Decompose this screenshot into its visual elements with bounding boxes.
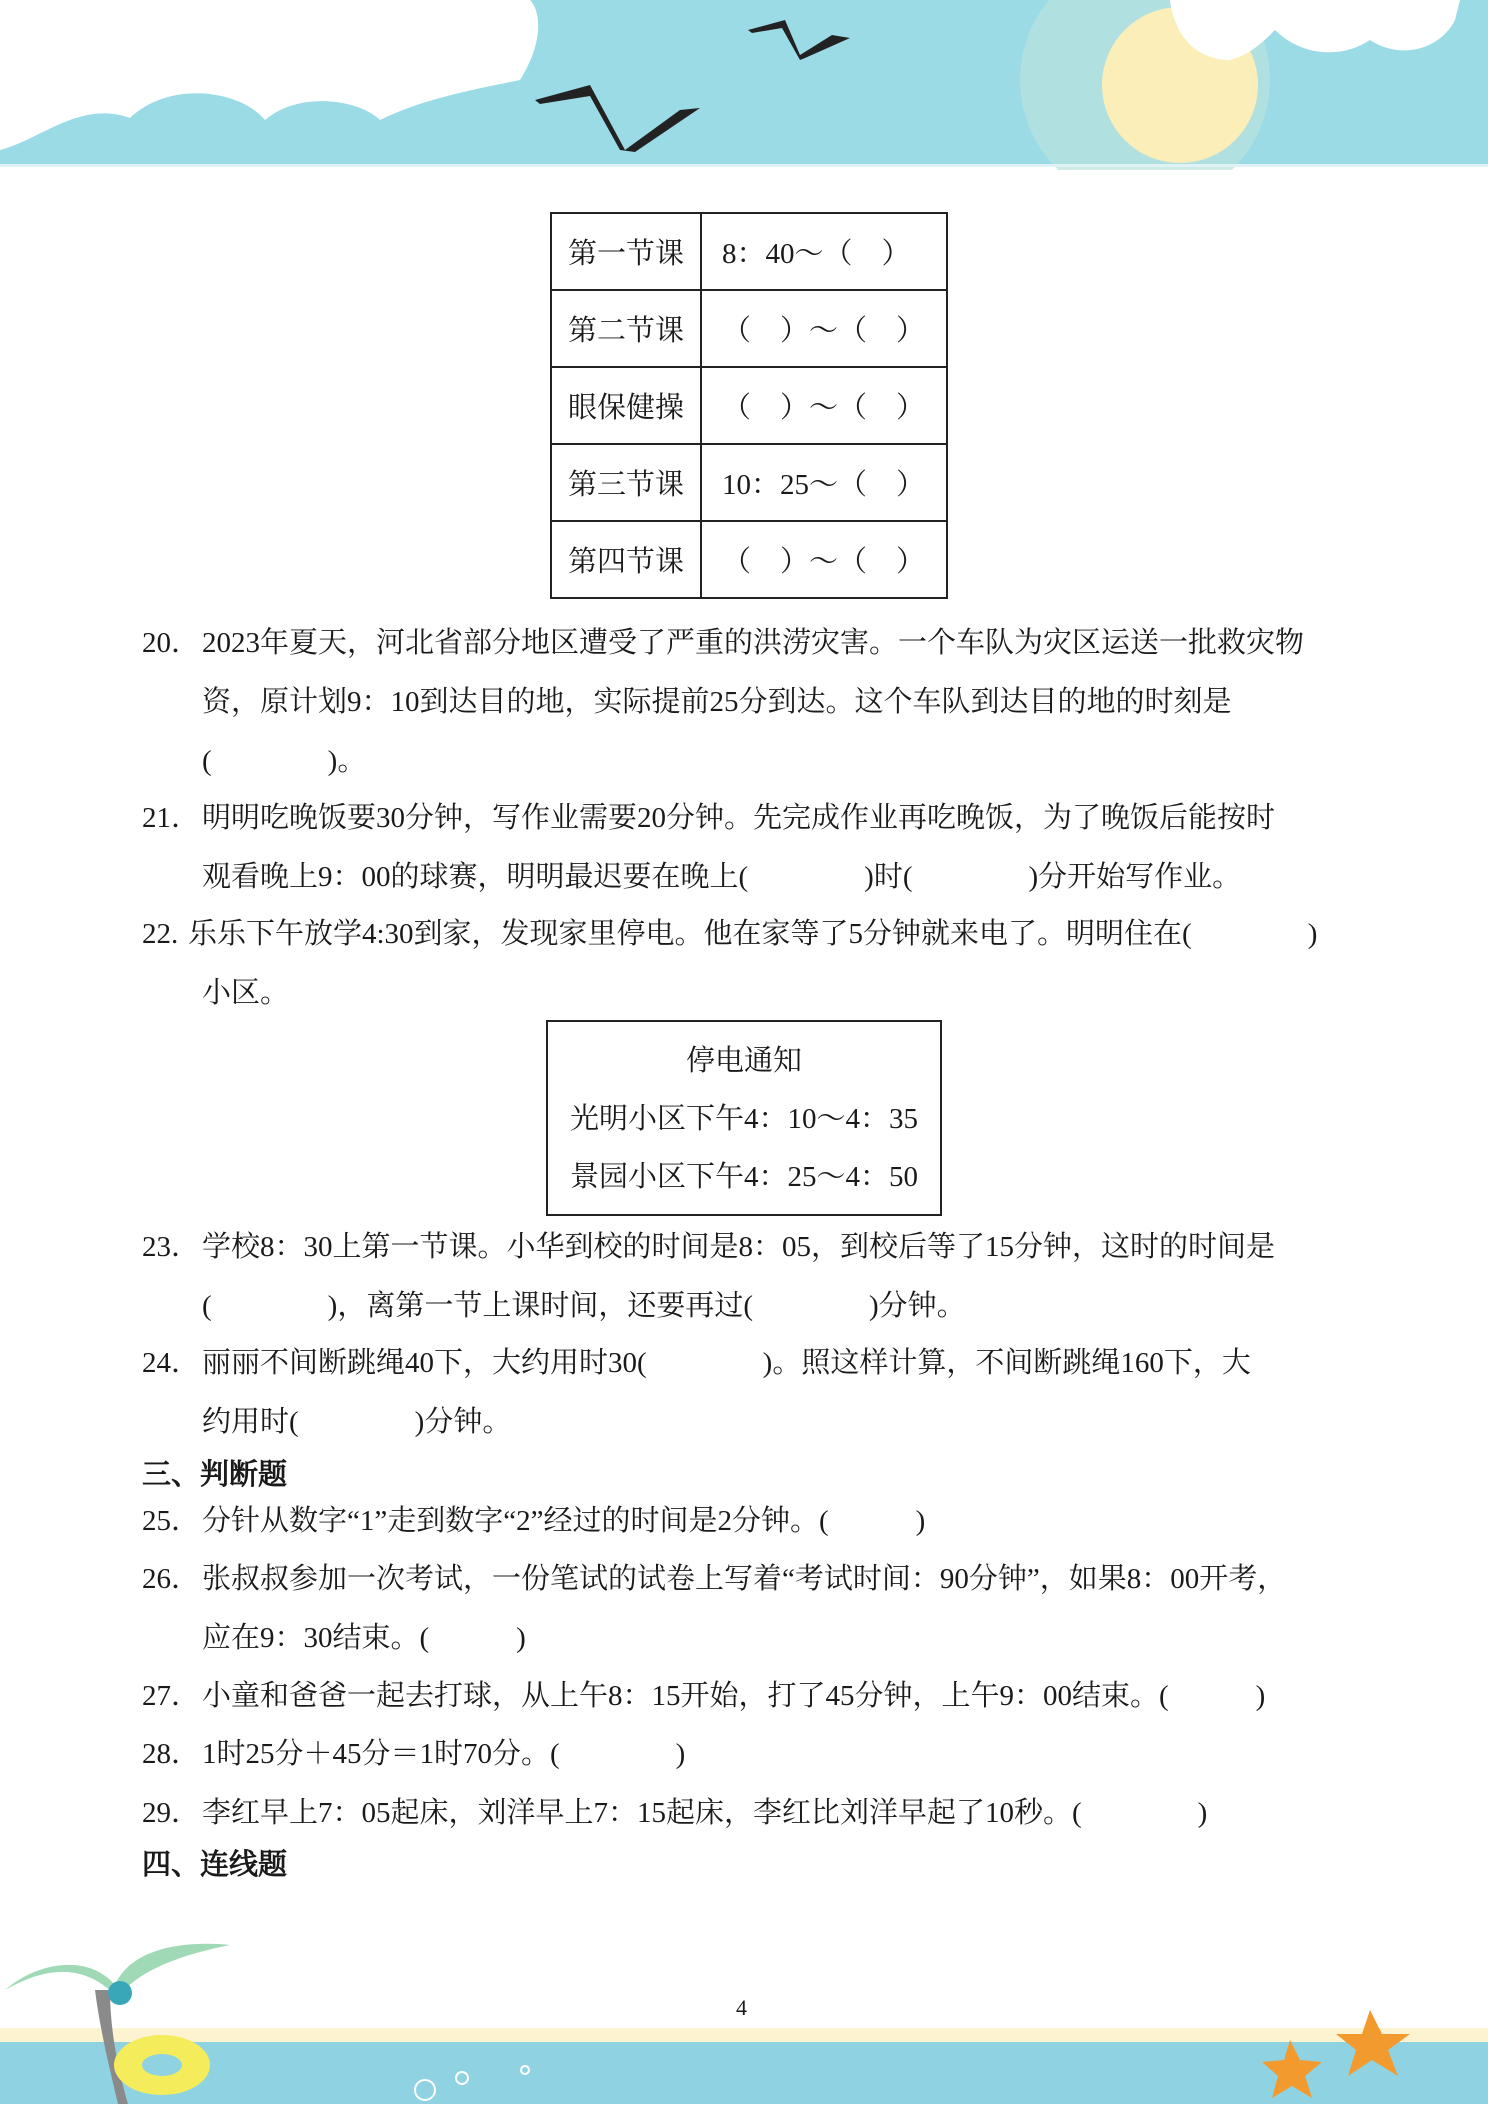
question-text-line: 小区。: [202, 977, 290, 1009]
question-number: 25．: [142, 1505, 201, 1537]
question-text-line: 张叔叔参加一次考试，一份笔试的试卷上写着“考试时间：90分钟”，如果8：00开考，: [202, 1563, 1287, 1595]
section-heading-judge: 三、判断题: [142, 1457, 288, 1491]
question-number: 22.: [142, 918, 179, 950]
question-text-line: 观看晚上9：00的球赛，明明最迟要在晚上( )时( )分开始写作业。: [202, 861, 1242, 893]
question-text-line: 1时25分＋45分＝1时70分。( ): [202, 1738, 686, 1770]
page-number: 4: [736, 1995, 747, 2020]
question-number: 27．: [142, 1680, 201, 1712]
question-text-line: 乐乐下午放学4:30到家，发现家里停电。他在家等了5分钟就来电了。明明住在( ): [188, 918, 1318, 950]
question-text-line: ( )，离第一节上课时间，还要再过( )分钟。: [202, 1290, 966, 1322]
schedule-period-name: 第四节课: [551, 521, 701, 598]
schedule-period-time: 8：40～（ ）: [701, 213, 947, 290]
schedule-period-time: 10：25～（ ）: [701, 444, 947, 521]
schedule-row: [551, 213, 947, 290]
schedule-row: [551, 444, 947, 521]
question-23: [142, 1218, 1352, 1336]
question-22: [142, 905, 1352, 1023]
notice-line: 景园小区下午4：25～4：50: [569, 1161, 918, 1193]
power-outage-notice: [546, 1020, 942, 1216]
question-number: 29．: [142, 1797, 201, 1829]
question-text-line: ( )。: [202, 745, 367, 777]
question-25: [142, 1492, 1352, 1551]
section-heading-match: 四、连线题: [142, 1847, 288, 1881]
question-text-line: 学校8：30上第一节课。小华到校的时间是8：05，到校后等了15分钟，这时的时间是: [202, 1231, 1276, 1263]
schedule-period-name: 第一节课: [551, 213, 701, 290]
question-text-line: 资，原计划9：10到达目的地，实际提前25分到达。这个车队到达目的地的时刻是: [202, 686, 1232, 718]
schedule-period-name: 第三节课: [551, 444, 701, 521]
schedule-period-name: 眼保健操: [551, 367, 701, 444]
question-26: [142, 1550, 1352, 1668]
question-text-line: 丽丽不间断跳绳40下，大约用时30( )。照这样计算，不间断跳绳160下，大: [202, 1347, 1251, 1379]
question-20: [142, 614, 1352, 791]
question-text-line: 小童和爸爸一起去打球，从上午8：15开始，打了45分钟，上午9：00结束。( ): [202, 1680, 1266, 1712]
question-27: [142, 1667, 1352, 1726]
question-29: [142, 1784, 1352, 1843]
question-number: 24．: [142, 1347, 201, 1379]
class-schedule-table: [550, 212, 948, 599]
question-number: 21．: [142, 802, 201, 834]
question-number: 20．: [142, 627, 201, 659]
question-number: 23．: [142, 1231, 201, 1263]
schedule-row: [551, 290, 947, 367]
schedule-row: [551, 521, 947, 598]
schedule-row: [551, 367, 947, 444]
question-21: [142, 789, 1352, 907]
question-number: 26．: [142, 1563, 201, 1595]
question-28: [142, 1725, 1352, 1784]
footer-beach-decoration: [0, 1900, 1488, 2104]
question-number: 28．: [142, 1738, 201, 1770]
notice-title: 停电通知: [685, 1045, 802, 1077]
header-sky-decoration: [0, 0, 1488, 170]
question-text-line: 李红早上7：05起床，刘洋早上7：15起床，李红比刘洋早起了10秒。( ): [202, 1797, 1208, 1829]
question-text-line: 分针从数字“1”走到数字“2”经过的时间是2分钟。( ): [202, 1505, 926, 1537]
question-text-line: 明明吃晚饭要30分钟，写作业需要20分钟。先完成作业再吃晚饭，为了晚饭后能按时: [202, 802, 1276, 834]
question-text-line: 2023年夏天，河北省部分地区遭受了严重的洪涝灾害。一个车队为灾区运送一批救灾物: [202, 627, 1305, 659]
question-text-line: 约用时( )分钟。: [202, 1406, 512, 1438]
schedule-period-time: （ ）～（ ）: [701, 367, 947, 444]
schedule-period-name: 第二节课: [551, 290, 701, 367]
question-24: [142, 1334, 1352, 1452]
schedule-period-time: （ ）～（ ）: [701, 290, 947, 367]
question-text-line: 应在9：30结束。( ): [202, 1622, 526, 1654]
notice-line: 光明小区下午4：10～4：35: [569, 1103, 918, 1135]
schedule-period-time: （ ）～（ ）: [701, 521, 947, 598]
